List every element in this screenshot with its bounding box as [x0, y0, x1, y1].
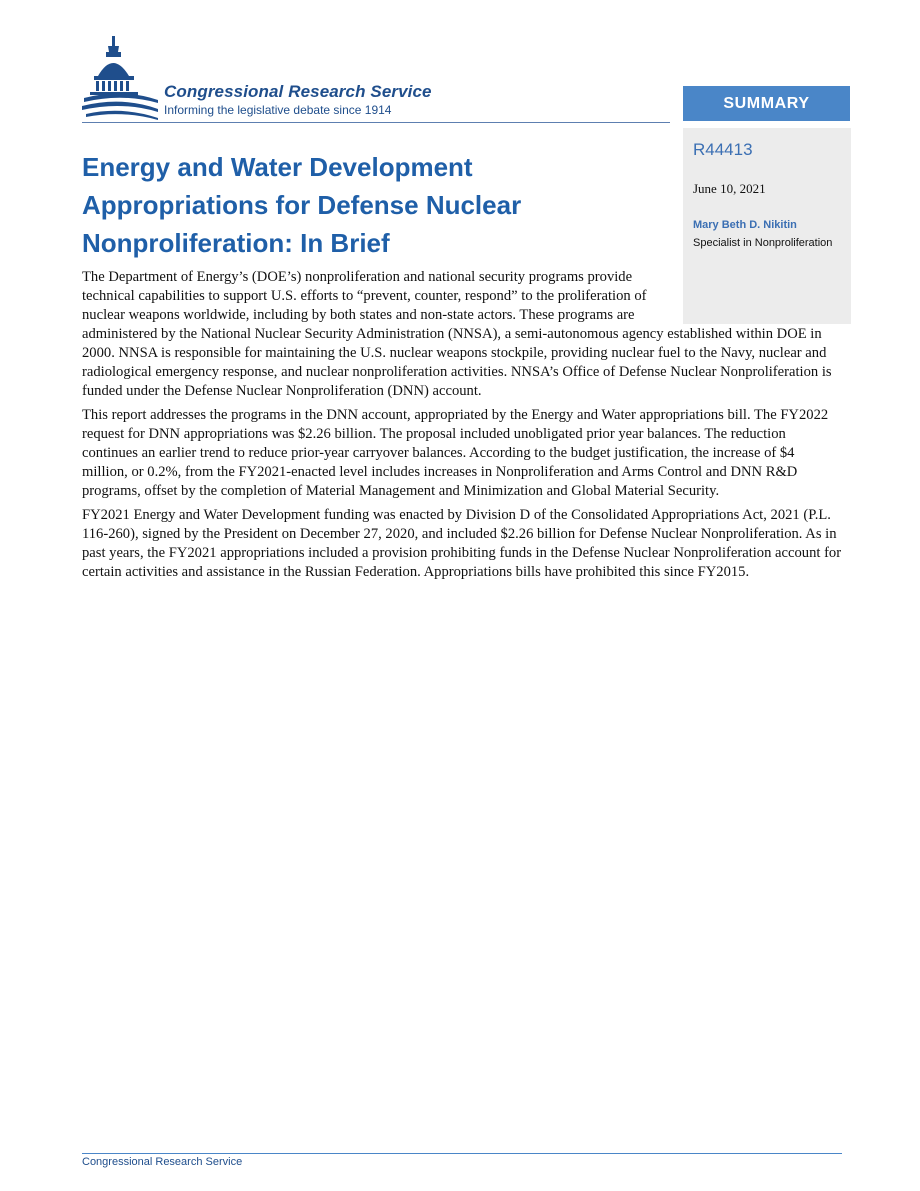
author-name: Mary Beth D. Nikitin	[693, 219, 797, 231]
org-name: Congressional Research Service	[164, 82, 432, 101]
footer-divider	[82, 1153, 842, 1154]
paragraph: The Department of Energy’s (DOE’s) nonproliferation and national security programs provide technical capabilities to support U.S. efforts to “prevent, counter, respond” to the proliferation of nuclear weapons worldwide, including by both states and non-state actors. These programs are administered by the National Nuclear Security Administration (NNSA), a semi-autonomous agency established within DOE in 2000. NNSA is responsible for maintaining the U.S. nuclear weapons stockpile, providing nuclear fuel to the Navy, nuclear and radiological emergency response, and nuclear nonproliferation activities. NNSA’s Office of Defense Nuclear Nonproliferation is funded under the Defense Nuclear Nonproliferation (DNN) account.	[82, 269, 832, 399]
report-number: R44413	[693, 140, 753, 159]
org-tagline: Informing the legislative debate since 1914	[164, 103, 392, 117]
header-divider	[82, 122, 670, 123]
summary-body	[82, 268, 842, 587]
crs-logo	[82, 36, 482, 124]
sidebar-spacer	[660, 268, 842, 324]
summary-tab: SUMMARY	[683, 86, 850, 121]
page-title: Energy and Water Development Appropriations for Defense Nuclear Nonproliferation: In Brief	[82, 152, 522, 258]
footer-label: Congressional Research Service	[82, 1156, 243, 1168]
paragraph: This report addresses the programs in the DNN account, appropriated by the Energy and Water appropriations bill. The FY2022 request for DNN appropriations was $2.26 billion. The proposal included unobligated prior year balances. The reduction continues an earlier trend to reduce prior-year carryover balances. According to the budget justification, the increase of $4 million, or 0.2%, from the FY2021-enacted level includes increases in Nonproliferation and Arms Control and DNN R&D programs, offset by the completion of Material Management and Minimization and Global Material Security.	[82, 407, 829, 499]
capitol-dome-icon	[82, 36, 162, 122]
report-date: June 10, 2021	[693, 181, 766, 196]
paragraph: FY2021 Energy and Water Development funding was enacted by Division D of the Consolidated Appropriations Act, 2021 (P.L. 116-260), signed by the President on December 27, 2020, and included $2.26 billion for Defense Nuclear Nonproliferation. As in past years, the FY2021 appropriations included a provision prohibiting funds in the Defense Nuclear Nonproliferation account for certain activities and assistance in the Russian Federation. Appropriations bills have prohibited this since FY2015.	[82, 507, 842, 580]
author-role: Specialist in Nonproliferation	[693, 237, 833, 249]
